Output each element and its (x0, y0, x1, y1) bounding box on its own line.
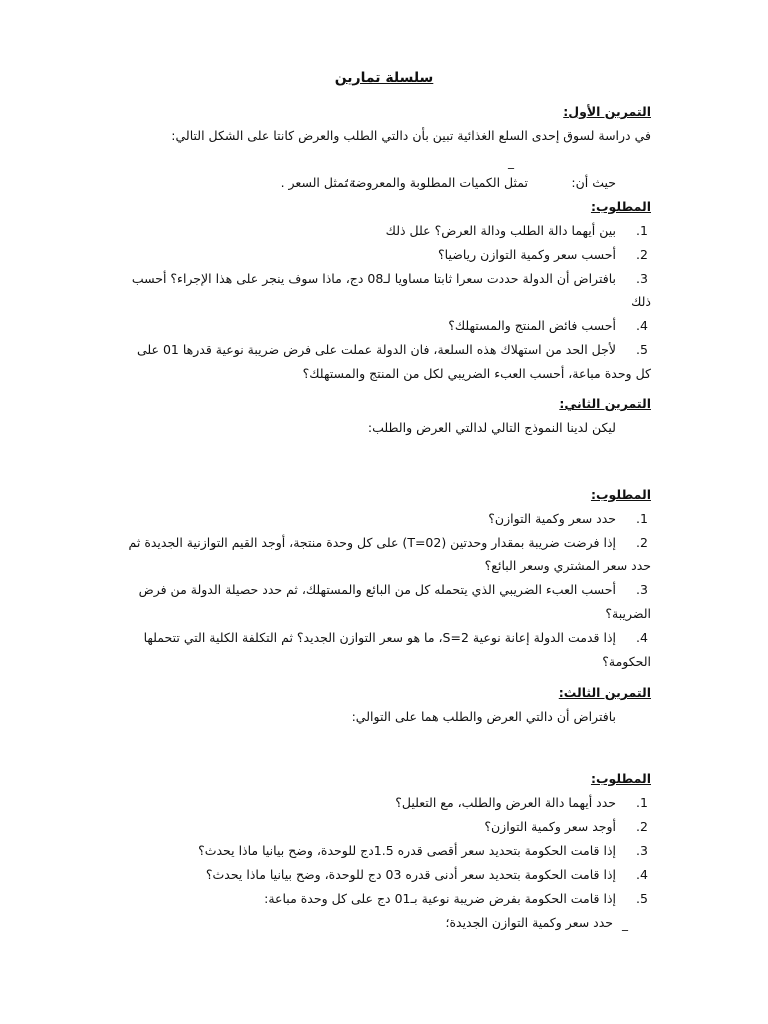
ex1-heading: التمرين الأول: (563, 104, 651, 119)
ex2-item-3: أحسب العبء الضريبي الذي يتحمله كل من البائع والمستهلك، ثم حدد حصيلة الدولة من فرض (138, 582, 616, 597)
ex3-item-1: حدد أيهما دالة العرض والطلب، مع التعليل؟ (395, 795, 616, 810)
ex1-item-3-continued: ذلك (631, 294, 651, 309)
ex1-item-2-number: .2 (636, 247, 648, 262)
ex1-item-3: بافتراض أن الدولة حددت سعرا ثابتا مساويا لـ08 دج، ماذا سوف ينجر على هذا الإجراء؟ أحسب (131, 271, 616, 286)
ex1-where: حيث أن: (571, 175, 616, 190)
ex1-item-2: أحسب سعر وكمية التوازن رياضيا؟ (438, 247, 616, 262)
ex3-item-4: إذا قامت الحكومة بتحديد سعر أدنى قدره 03 دج للوحدة، وضح بيانيا ماذا يحدث؟ (205, 867, 616, 882)
ex2-heading: التمرين الثاني: (559, 396, 651, 411)
ex2-item-4: إذا قدمت الدولة إعانة نوعية S=2، ما هو سعر التوازن الجديد؟ ثم التكلفة الكلية التي تتحملها (143, 630, 616, 645)
ex3-required: المطلوب: (590, 771, 651, 786)
ex1-item-4-number: .4 (636, 318, 648, 333)
ex2-item-3-number: .3 (636, 582, 648, 597)
ex3-sub-item: حدد سعر وكمية التوازن الجديدة؛ (445, 915, 613, 930)
ex3-heading: التمرين الثالث: (558, 685, 651, 700)
ex2-item-1: حدد سعر وكمية التوازن؟ (488, 511, 616, 526)
ex2-item-2-number: .2 (636, 535, 648, 550)
ex1-intro: في دراسة لسوق إحدى السلع الغذائية تبين بأن دالتي الطلب والعرض كانتا على الشكل التالي: (171, 128, 651, 143)
ex3-intro: بافتراض أن دالتي العرض والطلب هما على التوالي: (351, 709, 616, 724)
ex2-required: المطلوب: (590, 487, 651, 502)
ex1-item-3-number: .3 (636, 271, 648, 286)
ex2-item-2: إذا فرضت ضريبة بمقدار وحدتين (T=02) على كل وحدة منتجة، أوجد القيم التوازنية الجديدة ثم (128, 535, 616, 550)
ex1-item-5: لأجل الحد من استهلاك هذه السلعة، فان الدولة عملت على فرض ضريبة نوعية قدرها 01 على (136, 342, 616, 357)
ex1-required: المطلوب: (590, 199, 651, 214)
ex1-dash: _ (508, 155, 514, 169)
ex1-item-5-continued: كل وحدة مباعة، أحسب العبء الضريبي لكل من المنتج والمستهلك؟ (302, 366, 651, 381)
ex3-item-2-number: .2 (636, 819, 648, 834)
ex3-item-5: إذا قامت الحكومة بفرض ضريبة نوعية بـ01 دج على كل وحدة مباعة: (264, 891, 616, 906)
ex3-item-2: أوجد سعر وكمية التوازن؟ (484, 819, 616, 834)
ex2-intro: ليكن لدينا النموذج التالي لدالتي العرض والطلب: (367, 420, 616, 435)
ex3-sub-dash: _ (622, 917, 628, 931)
ex1-quantities: تمثل الكميات المطلوبة والمعروضة؛ (345, 175, 528, 190)
ex3-item-5-number: .5 (636, 891, 648, 906)
ex2-item-3-continued: الضريبة؟ (605, 606, 651, 621)
ex2-item-4-number: .4 (636, 630, 648, 645)
ex1-item-1-number: .1 (636, 223, 648, 238)
document-title: سلسلة تمارين (334, 70, 434, 86)
ex3-item-3-number: .3 (636, 843, 648, 858)
ex3-item-3: إذا قامت الحكومة بتحديد سعر أقصى قدره 1.5دج للوحدة، وضح بيانيا ماذا يحدث؟ (198, 843, 616, 858)
ex1-item-1: بين أيهما دالة الطلب ودالة العرض؟ علل ذلك (385, 223, 616, 238)
ex1-item-5-number: .5 (636, 342, 648, 357)
ex1-price: : تمثل السعر . (280, 175, 356, 190)
ex3-item-4-number: .4 (636, 867, 648, 882)
ex2-item-1-number: .1 (636, 511, 648, 526)
ex2-item-4-continued: الحكومة؟ (602, 654, 651, 669)
ex2-item-2-continued: حدد سعر المشتري وسعر البائع؟ (484, 558, 651, 573)
ex1-item-4: أحسب فائض المنتج والمستهلك؟ (448, 318, 616, 333)
ex3-item-1-number: .1 (636, 795, 648, 810)
